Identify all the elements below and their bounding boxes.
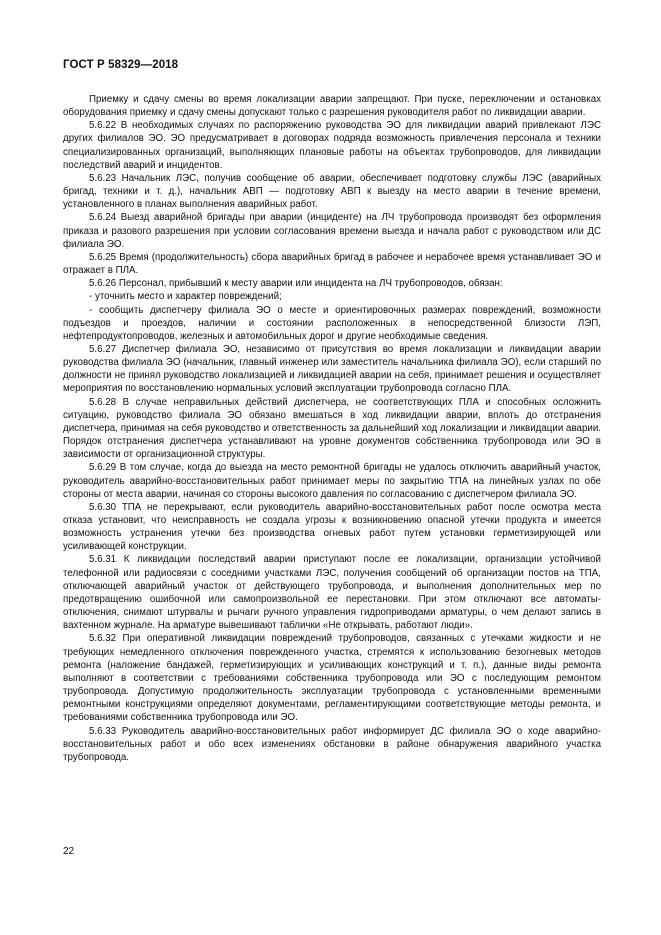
paragraph-5-6-31: 5.6.31 К ликвидации последствий аварии приступают после ее локализации, организации устойчивой телефонной или радиосвязи с соседними участками ЛЭС, получения сообщений об организации постов на ТПА, отключающей аварийный участок от действующего трубопровода, и выполнения дополнительных мер по предотвращению ошибочной или самопроизвольной ее перестановки. При этом отключают все автоматы-отключения, снимают штурвалы и рычаги ручного управления гидроприводами арматуры, о чем делают запись в вахтенном журнале. На арматуре вывешивают таблички «Не открывать, работают люди». — [63, 554, 601, 632]
paragraph-5-6-23: 5.6.23 Начальник ЛЭС, получив сообщение об аварии, обеспечивает подготовку службы ЛЭС (аварийных бригад, техники и т. д.), начальник АВП — подготовку АВП к выезду на место аварии в течение времени, установленного в планах выполнения аварийных работ. — [63, 172, 601, 211]
document-header: ГОСТ Р 58329—2018 — [63, 59, 179, 71]
list-item: - сообщить диспетчеру филиала ЭО о месте и ориентировочных размерах повреждений, возможности подъездов и проездов, наличии и состоянии расположенных в непосредственной близости ЛЭП, нефтепродуктопроводов, железных и автомобильных дорог и другие необходимые сведения. — [63, 304, 601, 342]
paragraph-5-6-30: 5.6.30 ТПА не перекрывают, если руководитель аварийно-восстановительных работ после осмотра места отказа установит, что неисправность не создала угрозы к возникновению опасной утечки продукта и имеется возможность устранения утечки без производства огневых работ путем установки герметизирующей или усиливающей конструкции. — [63, 501, 601, 553]
paragraph-5-6-27: 5.6.27 Диспетчер филиала ЭО, независимо от присутствия во время локализации и ликвидации аварии руководства филиала ЭО (начальник, главный инженер или заместитель начальника филиала ЭО), если старший по должности не принял руководство локализацией и ликвидацией аварии на себя, принимает решения и осуществляет мероприятия по восстановлению нормальных условий эксплуатации трубопровода согласно ПЛА. — [63, 343, 601, 395]
paragraph-5-6-25: 5.6.25 Время (продолжительность) сбора аварийных бригад в рабочее и нерабочее время устанавливает ЭО и отражает в ПЛА. — [63, 251, 601, 277]
paragraph-5-6-29: 5.6.29 В том случае, когда до выезда на место ремонтной бригады не удалось отключить аварийный участок, руководитель аварийно-восстановительных работ принимает меры по закрытию ТПА на линейных узлах по обе стороны от места аварии, начиная со стороны высокого давления по согласованию с диспетчером филиала ЭО. — [63, 462, 601, 500]
page-number: 22 — [63, 846, 75, 857]
paragraph-5-6-26: 5.6.26 Персонал, прибывший к месту аварии или инцидента на ЛЧ трубопроводов, обязан: — [89, 278, 503, 290]
paragraph: Приемку и сдачу смены во время локализации аварии запрещают. При пуске, переключении и остановках оборудования приемку и сдачу смены допускают только с разрешения руководителя работ по ликвидации аварии. — [63, 94, 601, 119]
paragraph-5-6-28: 5.6.28 В случае неправильных действий диспетчера, не соответствующих ПЛА и способных осложнить ситуацию, руководство филиала ЭО обязано вмешаться в ход ликвидации аварии, вплоть до отстранения диспетчера, принимая на себя руководство и ответственность за дальнейший ход локализации и ликвидации аварии. Порядок отстранения диспетчера устанавливают на уровне документов собственника трубопровода или ЭО в зависимости от организационной структуры. — [63, 396, 601, 461]
list-item: - уточнить место и характер повреждений; — [89, 291, 282, 303]
paragraph-5-6-24: 5.6.24 Выезд аварийной бригады при аварии (инциденте) на ЛЧ трубопровода производят без оформления приказа и разового разрешения при условии согласования времени выезда и начала работ с руководством или ДС филиала ЭО. — [63, 212, 601, 250]
document-body — [63, 93, 601, 764]
paragraph-5-6-32: 5.6.32 При оперативной ликвидации повреждений трубопроводов, связанных с утечками жидкости и не требующих немедленного отключения поврежденного участка, стремятся к использованию безогневых методов ремонта (наложение бандажей, герметизирующих и усиливающих конструкций и т. п.), данные виды ремонта выполняют в соответствии с требованиями собственника трубопровода или ЭО с последующим ремонтом трубопровода. Допустимую продолжительность эксплуатации трубопровода с установленными временными ремонтными конструкциями определяют документами, регламентирующими соответствующие методы ремонта, и требованиями собственника трубопровода или ЭО. — [63, 633, 601, 724]
paragraph-5-6-33: 5.6.33 Руководитель аварийно-восстановительных работ информирует ДС филиала ЭО о ходе аварийно-восстановительных работ и обо всех изменениях обстановки в районе обнаружения аварийного участка трубопровода. — [63, 725, 601, 763]
paragraph-5-6-22: 5.6.22 В необходимых случаях по распоряжению руководства ЭО для ликвидации аварий привлекают ЛЭС других филиалов ЭО. ЭО предусматривает в договорах подряда возможность привлечения персонала и техники специализированных организаций, выполняющих плановые работы на объектах трубопроводов, для ликвидации последствий аварий и инцидентов. — [63, 120, 601, 171]
